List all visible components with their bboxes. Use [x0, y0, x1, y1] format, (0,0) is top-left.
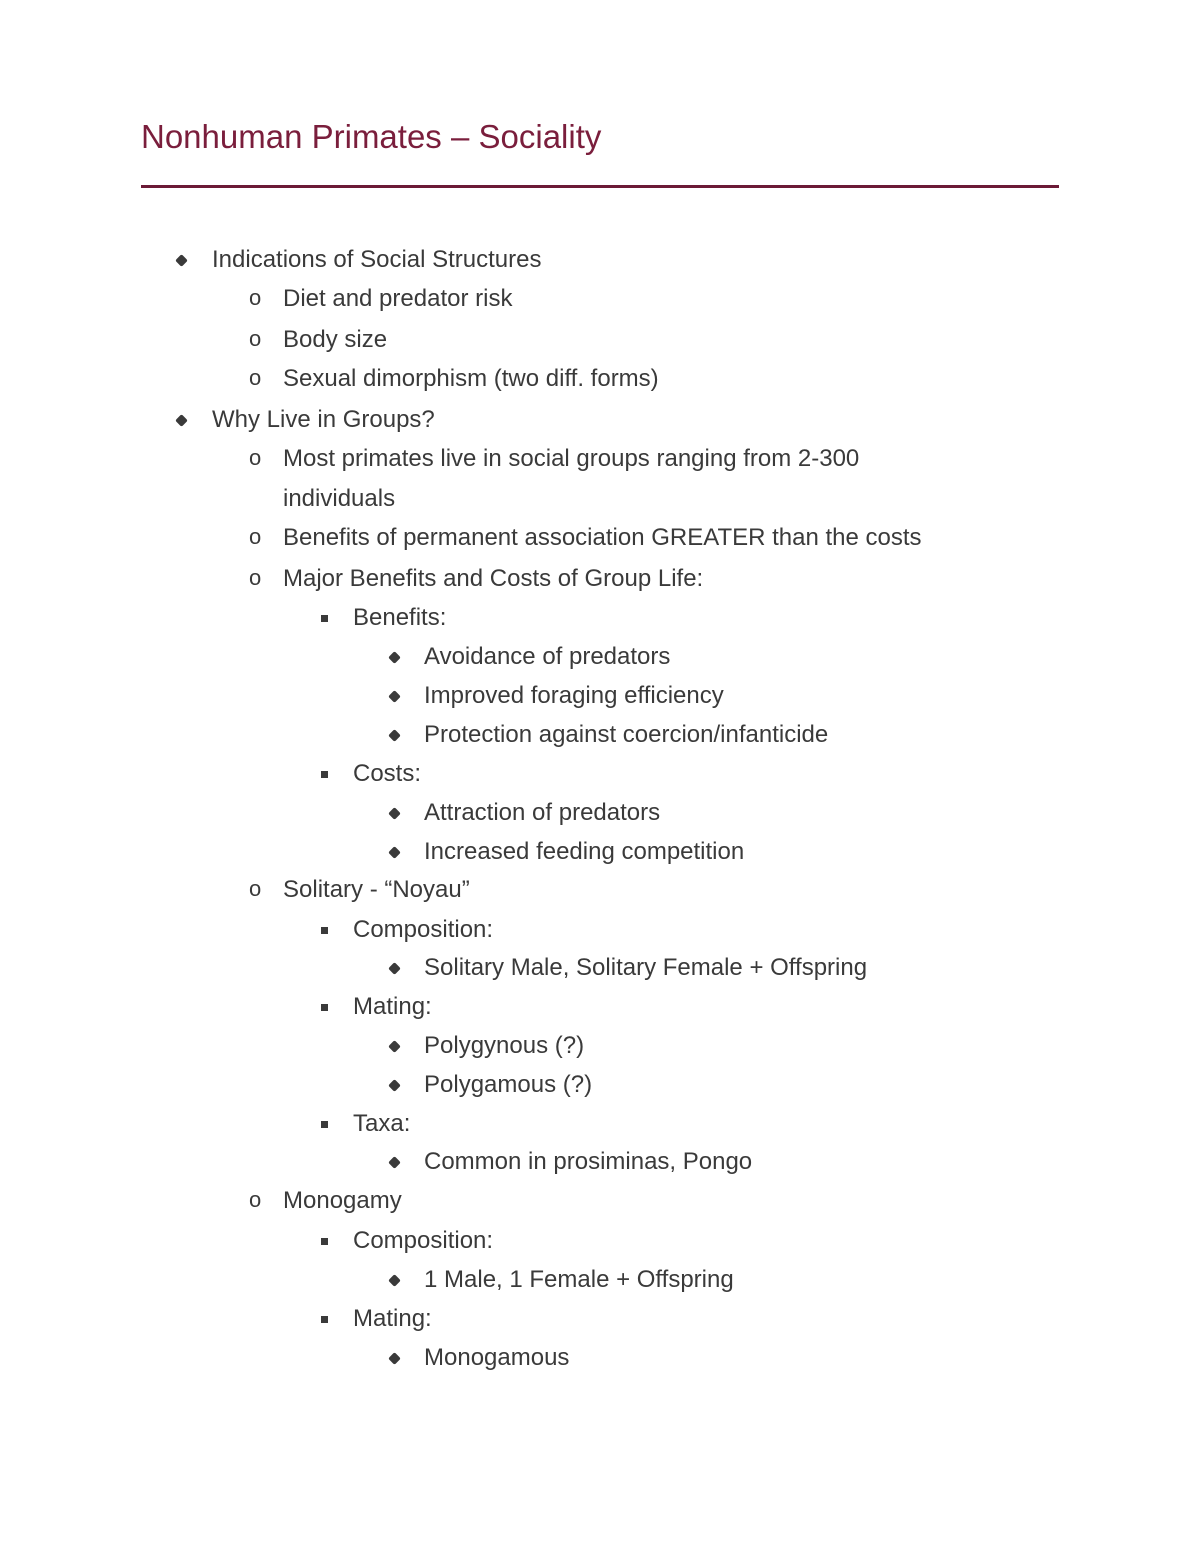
- list-item-text: Sexual dimorphism (two diff. forms): [283, 365, 659, 392]
- list-item-text: Indications of Social Structures: [212, 246, 542, 273]
- circle-bullet-icon: o: [249, 565, 262, 590]
- list-item-text: Body size: [283, 326, 388, 353]
- circle-bullet-icon: o: [249, 876, 262, 901]
- list-item-text: Composition:: [353, 916, 494, 943]
- list-item-text: Mating:: [353, 1305, 432, 1332]
- square-bullet-icon: [321, 927, 328, 934]
- page-title: Nonhuman Primates – Sociality: [141, 118, 602, 155]
- list-item-text: Protection against coercion/infanticide: [424, 721, 829, 748]
- list-item-text: Benefits of permanent association GREATER than the costs: [283, 524, 922, 551]
- title-divider: [141, 185, 1059, 188]
- list-item-text: Polygynous (?): [424, 1032, 585, 1059]
- circle-bullet-icon: o: [249, 1187, 262, 1212]
- bullet-icon: [388, 962, 401, 975]
- list-item-text: Most primates live in social groups ranging from 2-300: [283, 445, 860, 472]
- bullet-icon: [388, 690, 401, 703]
- bullet-icon: [388, 1352, 401, 1365]
- list-item-text: Composition:: [353, 1227, 494, 1254]
- square-bullet-icon: [321, 771, 328, 778]
- list-item-text: Monogamous: [424, 1344, 570, 1371]
- bullet-icon: [388, 1079, 401, 1092]
- list-item-text: Solitary Male, Solitary Female + Offspring: [424, 954, 868, 981]
- bullet-icon: [388, 846, 401, 859]
- bullet-icon: [175, 414, 188, 427]
- list-item-text: Benefits:: [353, 604, 447, 631]
- square-bullet-icon: [321, 1316, 328, 1323]
- bullet-icon: [388, 1274, 401, 1287]
- list-item-text: Avoidance of predators: [424, 643, 671, 670]
- circle-bullet-icon: o: [249, 524, 262, 549]
- list-item-text: Increased feeding competition: [424, 838, 745, 865]
- bullet-icon: [388, 1156, 401, 1169]
- bullet-icon: [388, 807, 401, 820]
- circle-bullet-icon: o: [249, 326, 262, 351]
- list-item-text: Major Benefits and Costs of Group Life:: [283, 565, 704, 592]
- circle-bullet-icon: o: [249, 285, 262, 310]
- list-item-text: Monogamy: [283, 1187, 402, 1214]
- bullet-icon: [388, 651, 401, 664]
- bullet-icon: [388, 729, 401, 742]
- list-item-text: Why Live in Groups?: [212, 406, 435, 433]
- circle-bullet-icon: o: [249, 365, 262, 390]
- list-item-text: Polygamous (?): [424, 1071, 593, 1098]
- list-item-text: Mating:: [353, 993, 432, 1020]
- list-item-text: Costs:: [353, 760, 422, 787]
- square-bullet-icon: [321, 1121, 328, 1128]
- list-item-text: Attraction of predators: [424, 799, 661, 826]
- bullet-icon: [175, 254, 188, 267]
- square-bullet-icon: [321, 615, 328, 622]
- list-item-text: 1 Male, 1 Female + Offspring: [424, 1266, 734, 1293]
- square-bullet-icon: [321, 1238, 328, 1245]
- circle-bullet-icon: o: [249, 445, 262, 470]
- list-item-text: Improved foraging efficiency: [424, 682, 724, 709]
- list-item-text: Solitary - “Noyau”: [283, 876, 470, 903]
- square-bullet-icon: [321, 1004, 328, 1011]
- bullet-icon: [388, 1040, 401, 1053]
- list-item-text: Common in prosiminas, Pongo: [424, 1148, 753, 1175]
- list-item-text: individuals: [283, 485, 396, 512]
- list-item-text: Diet and predator risk: [283, 285, 513, 312]
- list-item-text: Taxa:: [353, 1110, 411, 1137]
